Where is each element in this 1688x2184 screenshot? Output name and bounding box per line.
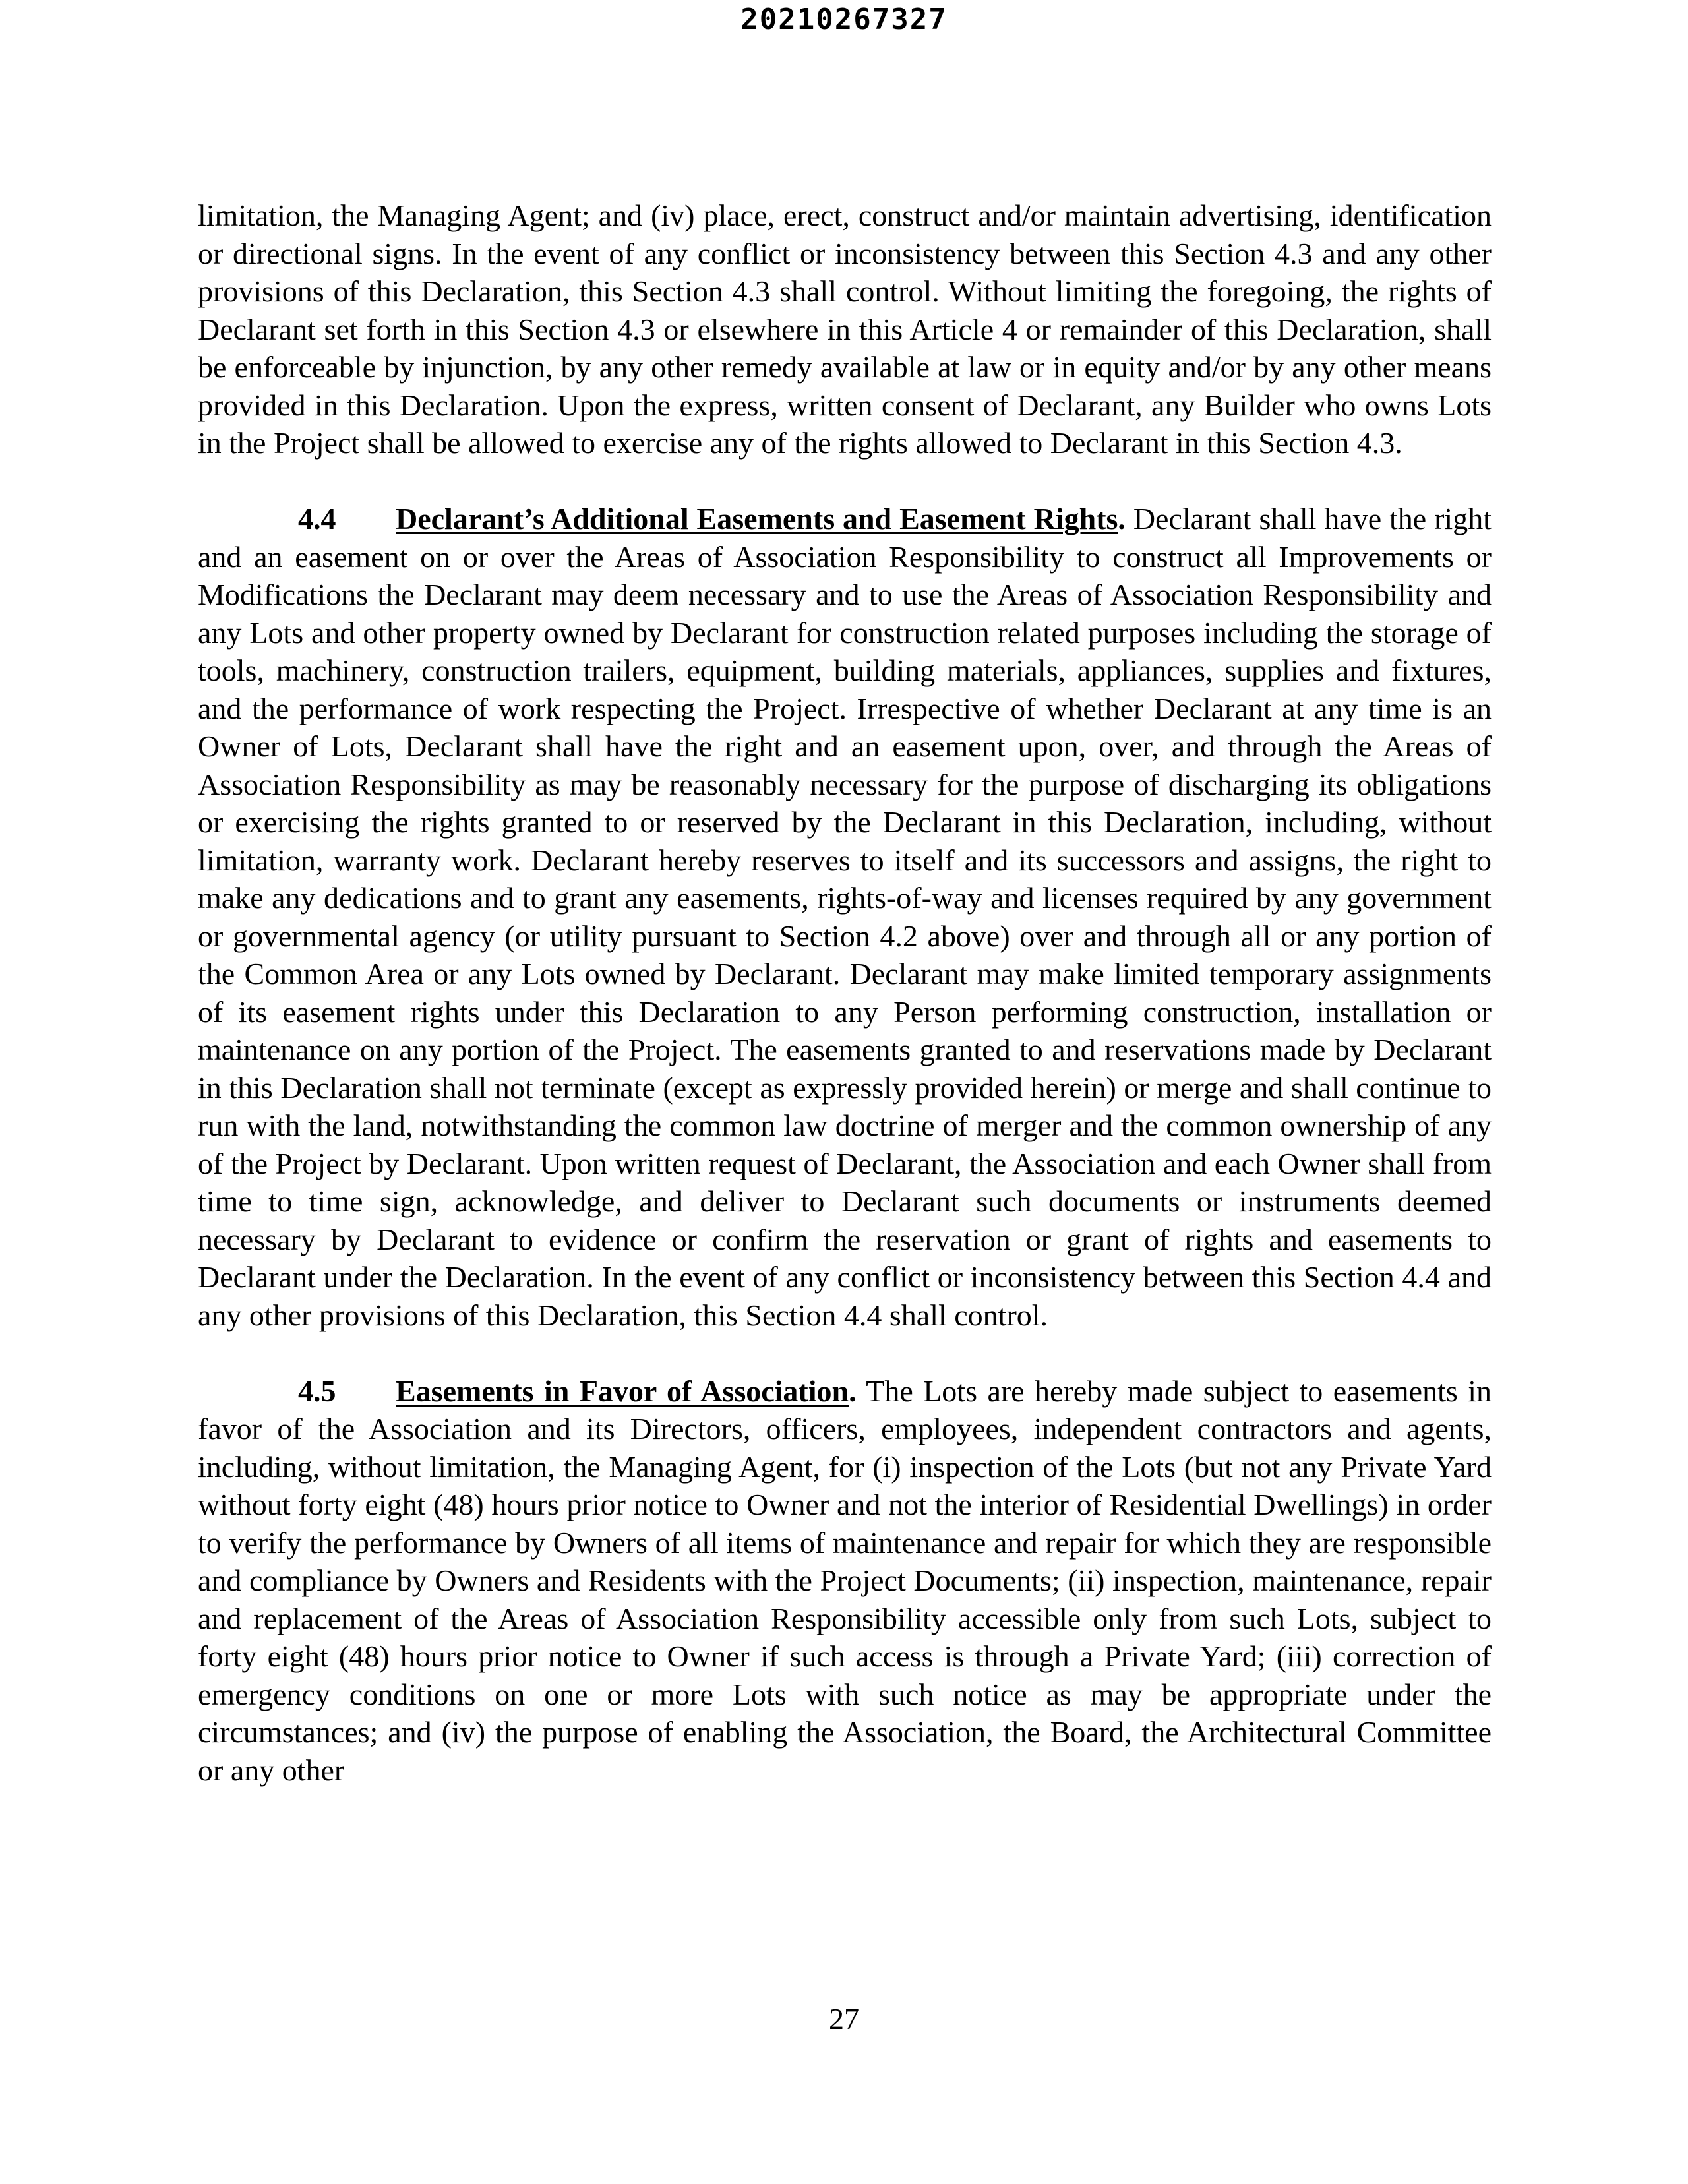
section-4-5-body: The Lots are hereby made subject to easements in favor of the Association and its Directors, officers, employees, independent contractors and agents, including, without limitation, the Managing Agent, for (i) inspection of the Lots (but not any Private Yard without forty eight (48) hours prior notice to Owner and not the interior of Residential Dwellings) in order to verify the performance by Owners of all items of maintenance and repair for which they are responsible and compliance by Owners and Residents with the Project Documents; (ii) inspection, maintenance, repair and replacement of the Areas of Association Responsibility accessible only from such Lots, subject to forty eight (48) hours prior notice to Owner if such access is through a Private Yard; (iii) correction of emergency conditions on one or more Lots with such notice as may be appropriate under the circumstances; and (iv) the purpose of enabling the Association, the Board, the Architectural Committee or any other xyxy=(198,1374,1492,1787)
document-body xyxy=(198,197,1492,1789)
page-number: 27 xyxy=(829,2002,859,2036)
section-4-4-title: Declarant’s Additional Easements and Easement Rights xyxy=(396,502,1118,535)
section-4-5-title-period: . xyxy=(849,1374,857,1408)
section-4-4-number: 4.4 xyxy=(298,502,336,535)
section-4-4-title-period: . xyxy=(1118,502,1126,535)
paragraph-section-4-4 xyxy=(198,500,1492,1334)
document-number: 20210267327 xyxy=(740,3,948,36)
paragraph-section-4-5 xyxy=(198,1372,1492,1790)
section-4-5-title: Easements in Favor of Association xyxy=(396,1374,849,1408)
paragraph-section-4-3-continued: limitation, the Managing Agent; and (iv) place, erect, construct and/or maintain advertising, identification or directional signs. In the event of any conflict or inconsistency between this Section 4.3 and any other provisions of this Declaration, this Section 4.3 shall control. Without limiting the foregoing, the rights of Declarant set forth in this Section 4.3 or elsewhere in this Article 4 or remainder of this Declaration, shall be enforceable by injunction, by any other remedy available at law or in equity and/or by any other means provided in this Declaration. Upon the express, written consent of Declarant, any Builder who owns Lots in the Project shall be allowed to exercise any of the rights allowed to Declarant in this Section 4.3. xyxy=(198,198,1492,460)
section-4-4-body: Declarant shall have the right and an easement on or over the Areas of Association Responsibility to construct all Improvements or Modifications the Declarant may deem necessary and to use the Areas of Association Responsibility and any Lots and other property owned by Declarant for construction related purposes including the storage of tools, machinery, construction trailers, equipment, building materials, appliances, supplies and fixtures, and the performance of work respecting the Project. Irrespective of whether Declarant at any time is an Owner of Lots, Declarant shall have the right and an easement upon, over, and through the Areas of Association Responsibility as may be reasonably necessary for the purpose of discharging its obligations or exercising the rights granted to or reserved by the Declarant in this Declaration, including, without limitation, warranty work. Declarant hereby reserves to itself and its successors and assigns, the right to make any dedications and to grant any easements, rights-of-way and licenses required by any government or governmental agency (or utility pursuant to Section 4.2 above) over and through all or any portion of the Common Area or any Lots owned by Declarant. Declarant may make limited temporary assignments of its easement rights under this Declaration to any Person performing construction, installation or maintenance on any portion of the Project. The easements granted to and reservations made by Declarant in this Declaration shall not terminate (except as expressly provided herein) or merge and shall continue to run with the land, notwithstanding the common law doctrine of merger and the common ownership of any of the Project by Declarant. Upon written request of Declarant, the Association and each Owner shall from time to time sign, acknowledge, and deliver to Declarant such documents or instruments deemed necessary by Declarant to evidence or confirm the reservation or grant of rights and easements to Declarant under the Declaration. In the event of any conflict or inconsistency between this Section 4.4 and any other provisions of this Declaration, this Section 4.4 shall control. xyxy=(198,502,1492,1332)
section-4-5-number: 4.5 xyxy=(298,1374,336,1408)
